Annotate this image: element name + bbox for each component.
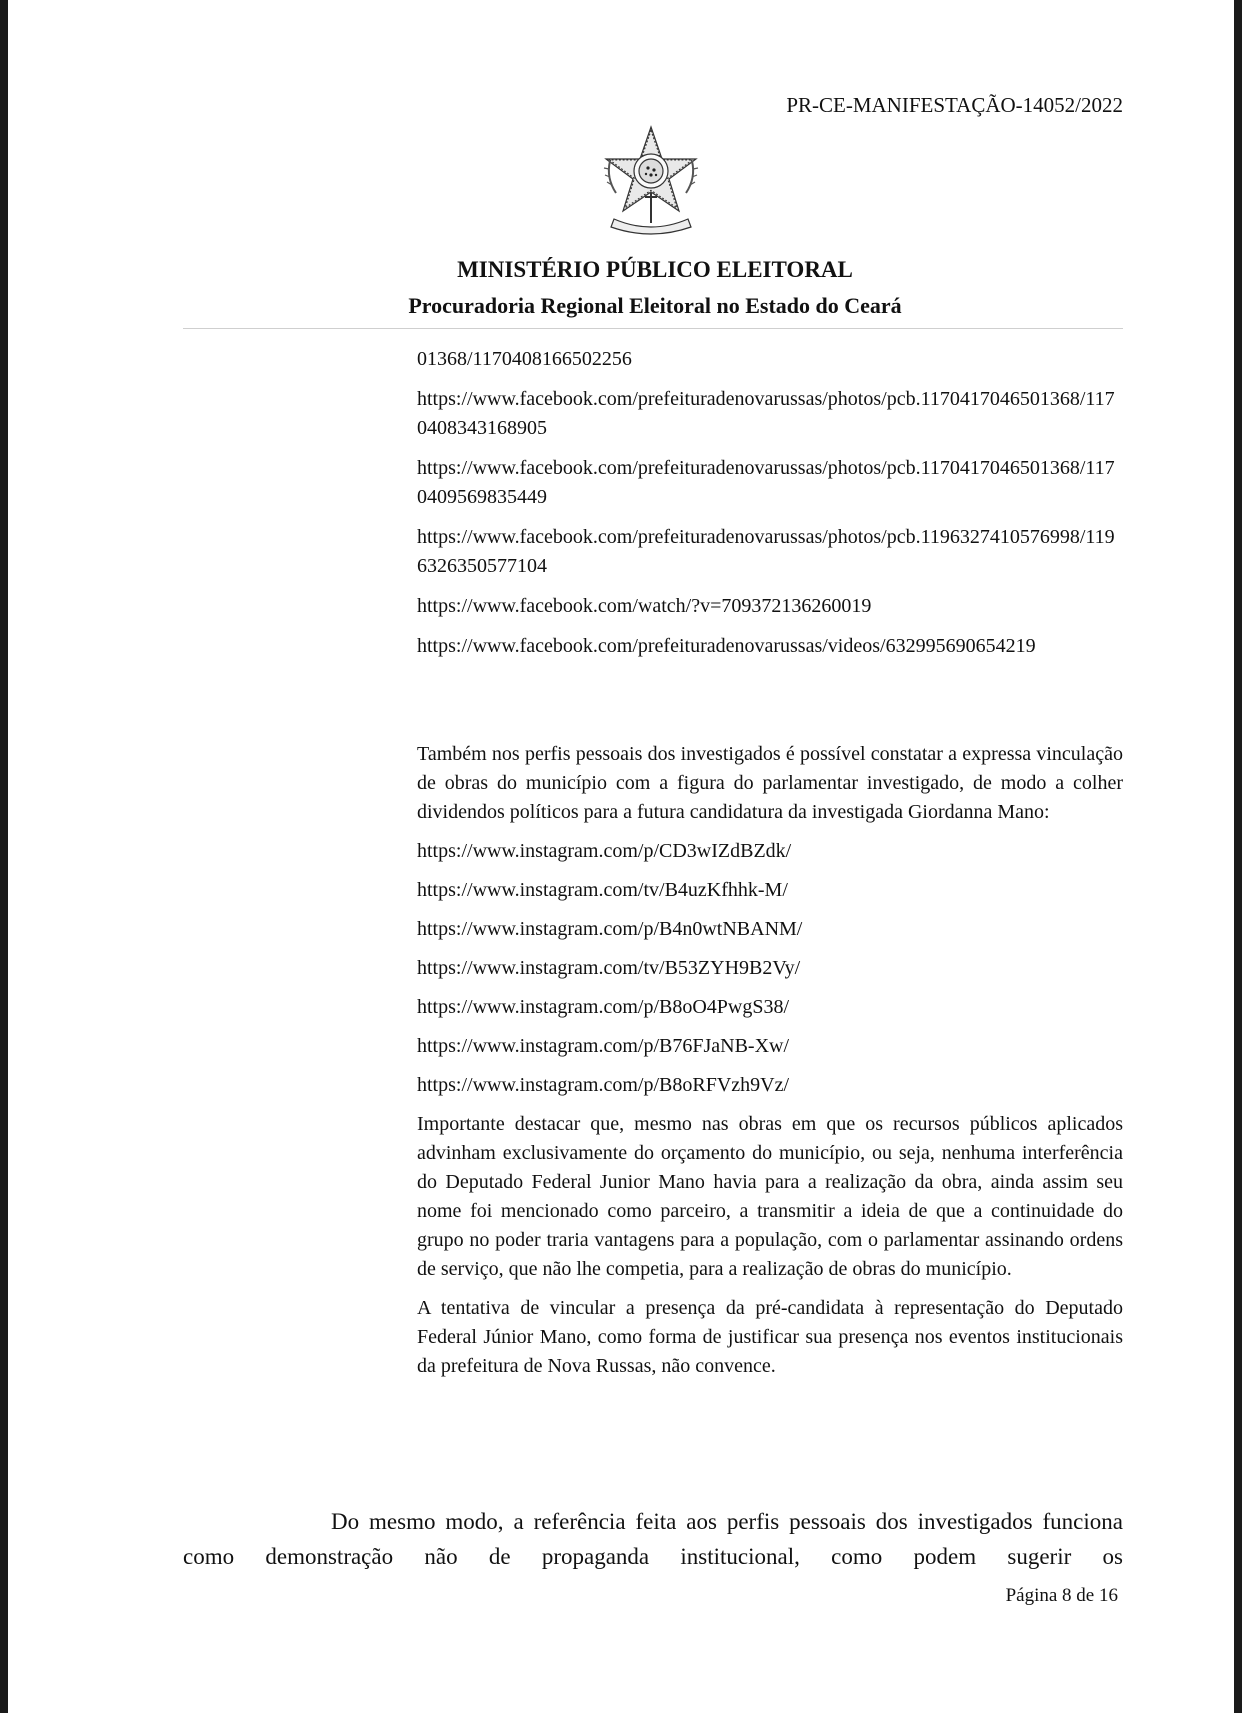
brazil-coat-of-arms-icon xyxy=(596,123,706,238)
instagram-link[interactable]: https://www.instagram.com/p/B76FJaNB-Xw/ xyxy=(417,1035,790,1057)
quoted-block-instagram xyxy=(417,740,1123,1381)
institution-subtitle: Procuradoria Regional Eleitoral no Estado do Ceará xyxy=(408,293,902,318)
instagram-intro-paragraph: Também nos perfis pessoais dos investigados é possível constatar a expressa vinculação de obras do município com a figura do parlamentar investigado, de modo a colher dividendos políticos para a futura candidatura da investigada Giordanna Mano: xyxy=(417,743,1123,823)
facebook-link[interactable]: 01368/1170408166502256 xyxy=(417,348,632,370)
instagram-link[interactable]: https://www.instagram.com/p/B4n0wtNBANM/ xyxy=(417,918,803,940)
quoted-block-facebook-links xyxy=(417,345,1123,661)
document-page xyxy=(8,0,1234,1713)
facebook-link[interactable]: https://www.facebook.com/prefeituradenovarussas/videos/632995690654219 xyxy=(417,635,1036,657)
header-divider xyxy=(183,328,1123,329)
facebook-link[interactable]: https://www.facebook.com/prefeituradenovarussas/photos/pcb.1196327410576998/1196326350577104 xyxy=(417,526,1115,577)
instagram-link[interactable]: https://www.instagram.com/p/CD3wIZdBZdk/ xyxy=(417,840,792,862)
document-id: PR-CE-MANIFESTAÇÃO-14052/2022 xyxy=(786,93,1123,117)
body-text xyxy=(183,1504,1123,1574)
tentativa-paragraph: A tentativa de vincular a presença da pré-candidata à representação do Deputado Federal Júnior Mano, como forma de justificar sua presença nos eventos institucionais da prefeitura de Nova Russas, não convence. xyxy=(417,1297,1123,1377)
page-number: Página 8 de 16 xyxy=(1005,1585,1118,1606)
institution-title: MINISTÉRIO PÚBLICO ELEITORAL xyxy=(457,257,853,282)
importante-paragraph: Importante destacar que, mesmo nas obras em que os recursos públicos aplicados advinham exclusivamente do orçamento do município, ou seja, nenhuma interferência do Deputado Federal Junior Mano havia para a realização da obra, ainda assim seu nome foi mencionado como parceiro, a transmitir a ideia de que a continuidade do grupo no poder traria vantagens para a população, com o parlamentar assinando ordens de serviço, que não lhe competia, para a realização de obras do município. xyxy=(417,1113,1123,1280)
facebook-link[interactable]: https://www.facebook.com/prefeituradenovarussas/photos/pcb.1170417046501368/1170408343168905 xyxy=(417,388,1115,439)
instagram-link[interactable]: https://www.instagram.com/tv/B4uzKfhhk-M/ xyxy=(417,879,788,901)
instagram-link[interactable]: https://www.instagram.com/p/B8oRFVzh9Vz/ xyxy=(417,1074,790,1096)
facebook-link[interactable]: https://www.facebook.com/watch/?v=709372136260019 xyxy=(417,595,872,617)
instagram-link[interactable]: https://www.instagram.com/p/B8oO4PwgS38/ xyxy=(417,996,790,1018)
instagram-link[interactable]: https://www.instagram.com/tv/B53ZYH9B2Vy/ xyxy=(417,957,801,979)
facebook-link[interactable]: https://www.facebook.com/prefeituradenovarussas/photos/pcb.1170417046501368/1170409569835449 xyxy=(417,457,1115,508)
body-paragraph: Do mesmo modo, a referência feita aos perfis pessoais dos investigados funciona como demonstração não de propaganda institucional, como podem sugerir os xyxy=(183,1509,1123,1569)
